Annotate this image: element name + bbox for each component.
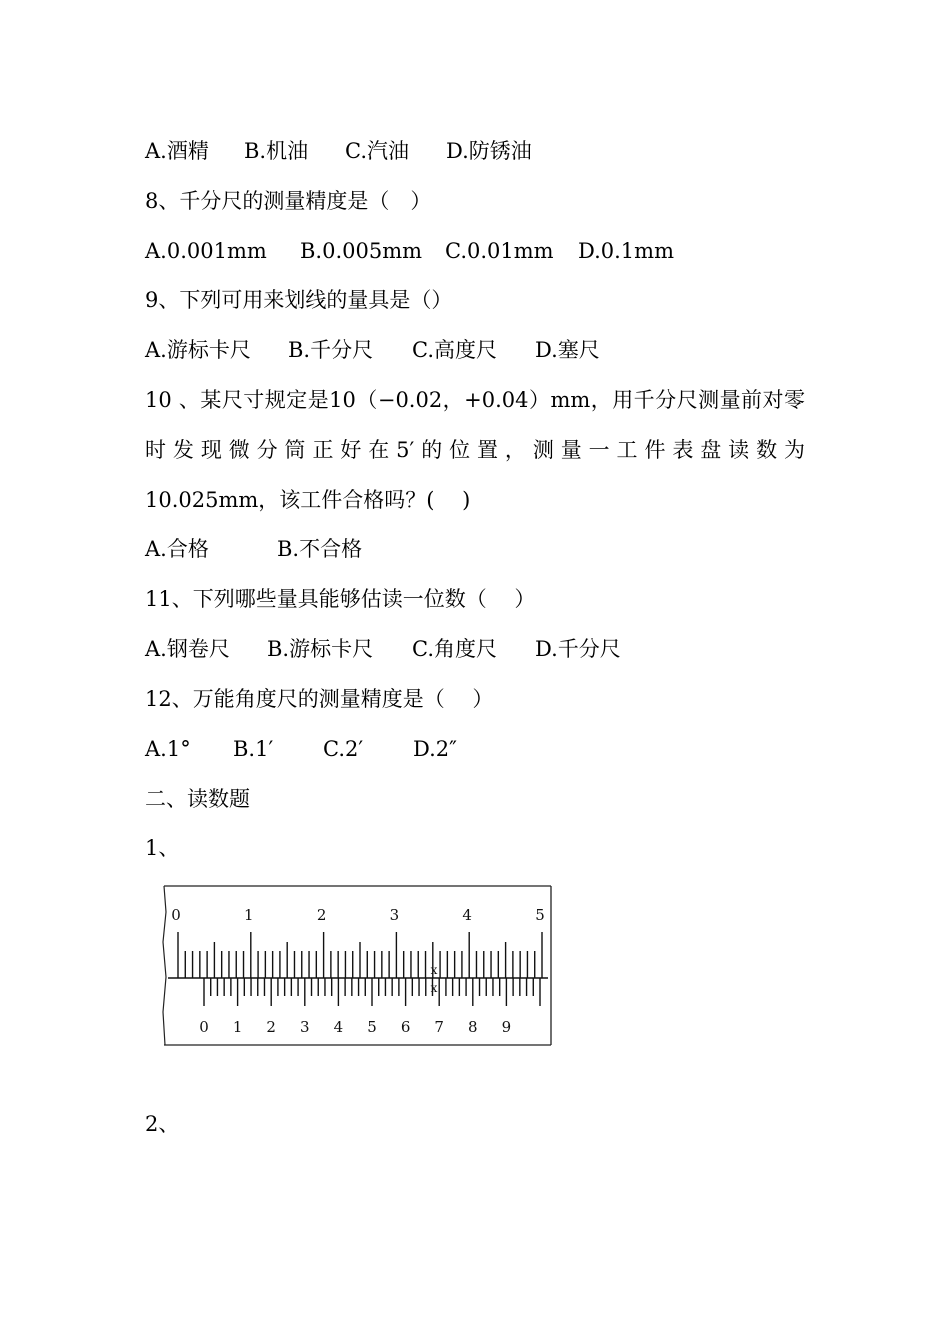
- q11-option-d: D.千分尺: [535, 637, 621, 661]
- vernier-scale-label: 0: [199, 1018, 209, 1036]
- q12-option-a: A.1°: [145, 737, 191, 761]
- vernier-scale: [204, 978, 540, 1006]
- q10-option-a: A.合格: [145, 537, 209, 561]
- q11-option-c: C.角度尺: [412, 637, 497, 661]
- q7-option-b: B.机油: [244, 139, 309, 163]
- q10-line-3: 10.025mm，该工件合格吗？( ): [145, 488, 471, 512]
- q7-option-a: A.酒精: [145, 139, 209, 163]
- reading-item-2-label: 2、: [145, 1112, 180, 1136]
- q8-option-c: C.0.01mm: [445, 239, 554, 263]
- main-scale-label: 4: [462, 906, 472, 924]
- main-scale-label: 5: [535, 906, 545, 924]
- vernier-scale-label: 9: [501, 1018, 512, 1036]
- q11-options: [145, 635, 621, 663]
- q7-option-c: C.汽油: [345, 139, 409, 163]
- q8-options: [145, 237, 674, 265]
- q7-option-d: D.防锈油: [446, 139, 532, 163]
- vernier-scale-label: 1: [232, 1018, 243, 1036]
- q12-option-c: C.2′: [323, 737, 364, 761]
- q11-stem: 11、下列哪些量具能够估读一位数（ ）: [145, 587, 536, 611]
- q8-option-a: A.0.001mm: [145, 239, 267, 263]
- q10-options: [145, 535, 362, 563]
- vernier-scale-labels: [199, 1018, 511, 1036]
- q9-option-b: B.千分尺: [288, 338, 374, 362]
- q12-stem: 12、万能角度尺的测量精度是（ ）: [145, 687, 494, 711]
- coincidence-mark-bottom: x: [430, 981, 438, 995]
- vernier-scale-label: 8: [468, 1018, 478, 1036]
- q9-stem: 9、下列可用来划线的量具是（）: [145, 288, 453, 312]
- vernier-scale-label: 4: [333, 1018, 344, 1036]
- q8-option-d: D.0.1mm: [578, 239, 674, 263]
- q10-option-b: B.不合格: [277, 537, 363, 561]
- q11-option-b: B.游标卡尺: [267, 637, 374, 661]
- vernier-scale-label: 5: [367, 1018, 377, 1036]
- main-scale: [178, 932, 542, 978]
- reading-item-1-label: 1、: [145, 836, 180, 860]
- main-scale-labels: [171, 906, 545, 924]
- coincidence-mark-top: x: [430, 963, 438, 977]
- vernier-scale-label: 6: [400, 1018, 411, 1036]
- q9-option-c: C.高度尺: [412, 338, 497, 362]
- main-scale-label: 2: [316, 906, 327, 924]
- q10-line-1: 10 、某尺寸规定是10（−0.02，+0.04）mm，用千分尺测量前对零: [145, 388, 805, 412]
- q8-stem: 8、千分尺的测量精度是（ ）: [145, 189, 432, 213]
- q12-option-d: D.2″: [413, 737, 457, 761]
- main-scale-label: 1: [244, 906, 254, 924]
- vernier-scale-label: 3: [300, 1018, 310, 1036]
- q7-options: [145, 137, 532, 165]
- vernier-caliper-figure: [160, 882, 555, 1050]
- main-scale-label: 0: [171, 906, 181, 924]
- section-2-title: 二、读数题: [145, 787, 250, 811]
- main-scale-label: 3: [389, 906, 400, 924]
- q12-options: [145, 735, 457, 763]
- vernier-scale-label: 2: [266, 1018, 276, 1036]
- q9-option-d: D.塞尺: [535, 338, 600, 362]
- q9-option-a: A.游标卡尺: [145, 338, 251, 362]
- q10-line-2: 时发现微分筒正好在5′的位置，测量一工件表盘读数为: [145, 438, 805, 462]
- q11-option-a: A.钢卷尺: [145, 637, 230, 661]
- vernier-scale-label: 7: [434, 1018, 444, 1036]
- q12-option-b: B.1′: [233, 737, 274, 761]
- q9-options: [145, 336, 600, 364]
- q8-option-b: B.0.005mm: [300, 239, 423, 263]
